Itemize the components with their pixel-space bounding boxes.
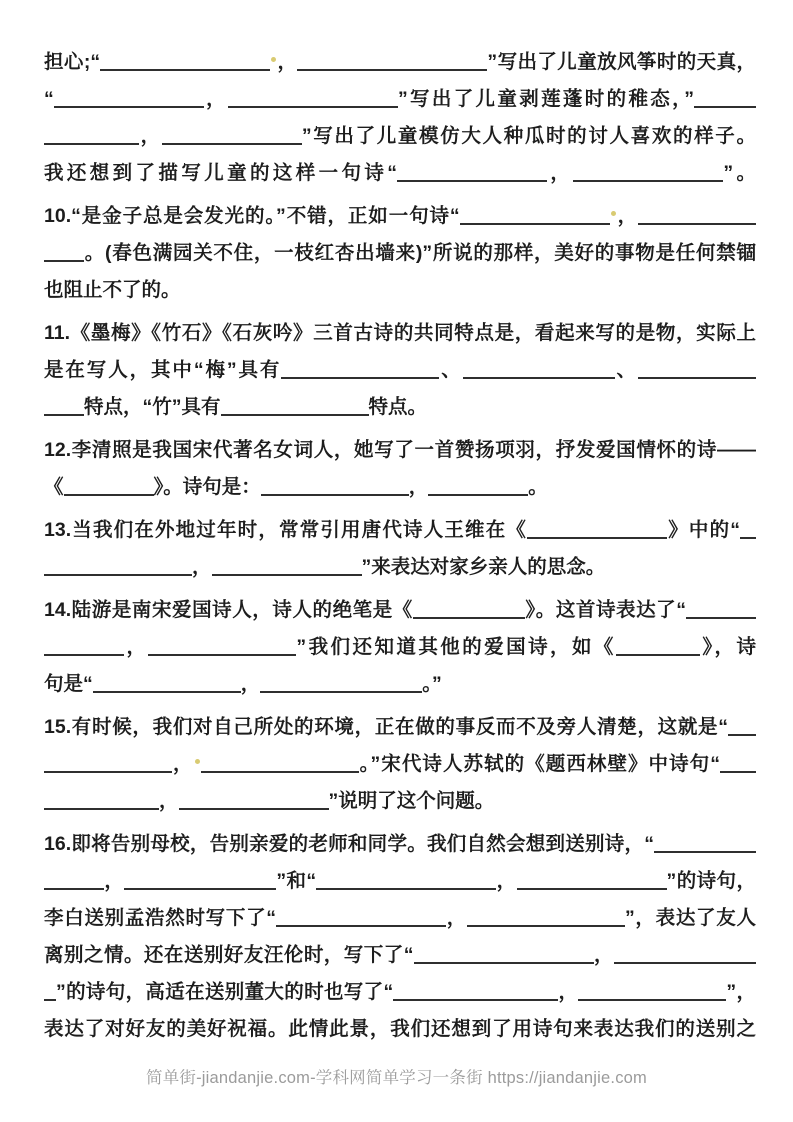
text-run: 。(春色满园关不住，一枝红杏出墙来)”所说的那样，美好的事物是任何禁锢 [84, 242, 756, 264]
text-run: 、 [614, 359, 638, 381]
blank-underline [64, 470, 154, 496]
text-run: 担心;“ [44, 51, 101, 73]
text-run: ， [172, 753, 194, 775]
blank-underline [44, 390, 84, 416]
blank-underline [414, 938, 594, 964]
blank-underline [638, 199, 756, 225]
text-run: ”， [726, 981, 756, 1003]
blank-underline [573, 156, 723, 182]
blank-underline [527, 513, 667, 539]
footer-watermark: 简单街-jiandanjie.com-学科网简单学习一条街 https://jiandanjie.com [146, 1069, 647, 1087]
text-run: ”写出了儿童剥莲蓬时的稚态，” [397, 88, 694, 110]
blank-underline [720, 747, 756, 773]
text-run: ”来表达对家乡亲人的思念。 [361, 556, 606, 578]
blank-underline [100, 45, 270, 71]
text-run: ”和“ [276, 870, 317, 892]
blank-underline [397, 156, 547, 182]
worksheet-line [44, 937, 756, 974]
text-run: 。 [528, 476, 548, 498]
text-run: 。”宋代诗人苏轼的《题西林壁》中诗句“ [358, 753, 720, 775]
worksheet-line [44, 81, 756, 118]
blank-underline [44, 784, 159, 810]
worksheet-line [44, 155, 756, 192]
text-run: 表达了对好友的美好祝福。此情此景，我们还想到了用诗句来表达我们的送别之 [44, 1018, 756, 1040]
blank-underline [201, 747, 359, 773]
worksheet-line [44, 863, 756, 900]
text-run: ， [159, 790, 179, 812]
blank-underline [93, 667, 241, 693]
text-run: ， [446, 907, 467, 929]
blank-underline [463, 353, 615, 379]
text-run: ”的诗句，高适在送别董大的时也写了“ [56, 981, 394, 1003]
blank-underline [44, 630, 124, 656]
blank-underline [44, 550, 192, 576]
blank-underline [148, 630, 296, 656]
blank-underline [578, 975, 726, 1001]
text-run: 、 [439, 359, 463, 381]
text-run: ”的诗句， [666, 870, 756, 892]
worksheet-line [44, 512, 756, 549]
worksheet-line [44, 1011, 756, 1048]
text-run: 特点。 [368, 396, 428, 418]
blank-underline [260, 667, 422, 693]
worksheet-line [44, 235, 756, 272]
text-run: 》中的“ [667, 519, 740, 541]
text-run: ”我们还知道其他的爱国诗，如《 [296, 636, 616, 658]
worksheet-line [44, 389, 756, 426]
text-run: 句是“ [44, 673, 93, 695]
artifact-dot [611, 211, 616, 216]
blank-underline [228, 82, 398, 108]
text-run: ， [240, 673, 261, 695]
blank-underline [44, 864, 104, 890]
blank-underline [212, 550, 362, 576]
blank-underline [413, 593, 525, 619]
artifact-dot [195, 759, 200, 764]
text-run: 》，诗 [699, 636, 756, 658]
text-run: ”说明了这个问题。 [328, 790, 495, 812]
blank-underline [44, 236, 84, 262]
text-run: ， [547, 162, 574, 184]
text-run: 。” [422, 673, 442, 695]
blank-underline [297, 45, 487, 71]
text-run: 》。这首诗表达了“ [524, 599, 686, 621]
blank-underline [694, 82, 756, 108]
text-run: 也阻止不了的。 [44, 279, 181, 301]
text-run: ”写出了儿童放风筝时的天真， [487, 51, 756, 73]
blank-underline [638, 353, 756, 379]
worksheet-line [44, 592, 756, 629]
blank-underline [460, 199, 610, 225]
text-run: 》。诗句是： [153, 476, 261, 498]
blank-underline [393, 975, 558, 1001]
worksheet-line [44, 629, 756, 666]
worksheet-line [44, 469, 756, 506]
worksheet-line [44, 315, 756, 352]
text-run: ”。 [723, 162, 756, 184]
blank-underline [614, 938, 756, 964]
blank-underline [162, 119, 302, 145]
blank-underline [728, 710, 756, 736]
text-run: ， [496, 870, 517, 892]
blank-underline [467, 901, 625, 927]
worksheet-line [44, 746, 756, 783]
text-run: ， [593, 944, 614, 966]
worksheet-line [44, 272, 756, 309]
text-run: 李白送别孟浩然时写下了“ [44, 907, 277, 929]
text-run: 《 [44, 476, 64, 498]
text-run: ， [139, 125, 162, 147]
text-run: “ [44, 88, 54, 110]
worksheet-line [44, 974, 756, 1011]
text-run: 14.陆游是南宋爱国诗人，诗人的绝笔是《 [44, 599, 413, 621]
blank-underline [54, 82, 204, 108]
blank-underline [517, 864, 667, 890]
text-run: 15.有时候，我们对自己所处的环境，正在做的事反而不及旁人清楚，这就是“ [44, 716, 728, 738]
worksheet-line [44, 118, 756, 155]
blank-underline [44, 119, 139, 145]
text-run: 11.《墨梅》《竹石》《石灰吟》三首古诗的共同特点是，看起来写的是物，实际上 [44, 322, 756, 344]
blank-underline [686, 593, 756, 619]
worksheet-line [44, 666, 756, 703]
worksheet-line [44, 352, 756, 389]
blank-underline [316, 864, 496, 890]
worksheet-line [44, 549, 756, 586]
blank-underline [221, 390, 369, 416]
text-run: 特点，“竹”具有 [84, 396, 221, 418]
blank-underline [276, 901, 446, 927]
worksheet-line [44, 826, 756, 863]
text-run: ， [203, 88, 228, 110]
text-run: ， [104, 870, 125, 892]
blank-underline [44, 975, 56, 1001]
text-run: 13.当我们在外地过年时，常常引用唐代诗人王维在《 [44, 519, 528, 541]
blank-underline [428, 470, 528, 496]
text-run: ”，表达了友人 [624, 907, 756, 929]
blank-underline [616, 630, 700, 656]
text-run: ， [277, 51, 298, 73]
text-run: ， [616, 205, 638, 227]
worksheet-body [44, 44, 756, 1048]
text-run: ， [558, 981, 579, 1003]
text-run: ， [192, 556, 212, 578]
text-run: ， [124, 636, 149, 658]
worksheet-line [44, 709, 756, 746]
artifact-dot [271, 57, 276, 62]
text-run: 16.即将告别母校，告别亲爱的老师和同学。我们自然会想到送别诗，“ [44, 833, 654, 855]
text-run: 是在写人，其中“梅”具有 [44, 359, 282, 381]
blank-underline [281, 353, 439, 379]
text-run: ”写出了儿童模仿大人种瓜时的讨人喜欢的样子。 [301, 125, 756, 147]
blank-underline [179, 784, 329, 810]
text-run: 12.李清照是我国宋代著名女词人，她写了一首赞扬项羽，抒发爱国情怀的诗—— [44, 439, 756, 461]
text-run: 离别之情。还在送别好友汪伦时，写下了“ [44, 944, 414, 966]
worksheet-line [44, 44, 756, 81]
blank-underline [740, 513, 756, 539]
blank-underline [261, 470, 409, 496]
blank-underline [654, 827, 756, 853]
text-run: 10.“是金子总是会发光的。”不错，正如一句诗“ [44, 205, 460, 227]
worksheet-line [44, 198, 756, 235]
text-run: ， [408, 476, 429, 498]
blank-underline [44, 747, 172, 773]
worksheet-line [44, 432, 756, 469]
worksheet-line [44, 783, 756, 820]
worksheet-line [44, 900, 756, 937]
blank-underline [124, 864, 276, 890]
text-run: 我还想到了描写儿童的这样一句诗“ [44, 162, 398, 184]
